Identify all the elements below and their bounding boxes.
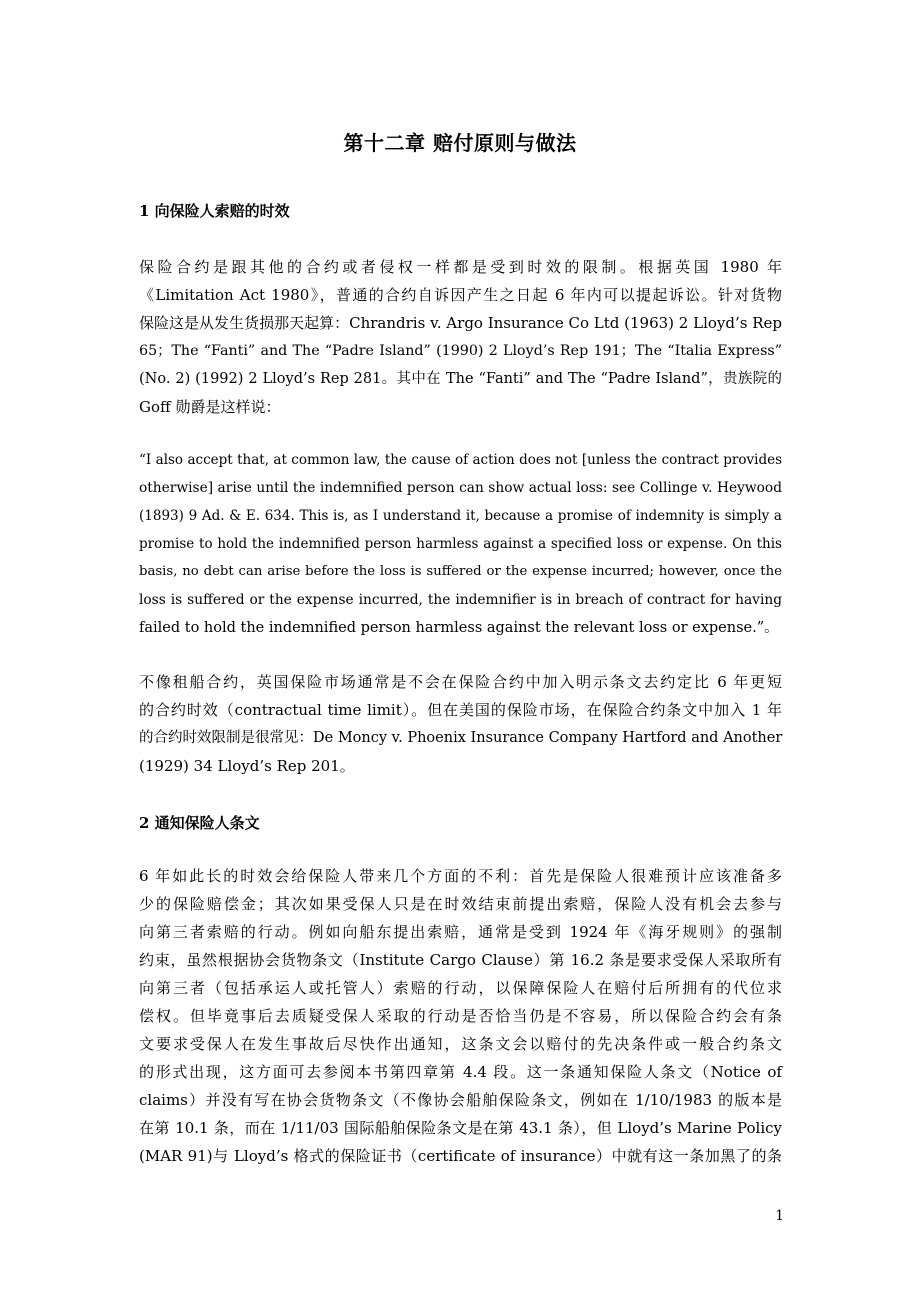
text-line: promise to hold the indemnified person harmless against a specified loss or expense. On this	[139, 536, 782, 552]
text-line: loss is suffered or the expense incurred, the indemnifier is in breach of contract for having	[139, 592, 782, 608]
text-line: failed to hold the indemnified person harmless against the relevant loss or expense.”。	[139, 620, 779, 636]
text-line: “I also accept that, at common law, the cause of action does not [unless the contract provides	[139, 452, 782, 468]
paragraph-contractual-time-limit	[139, 668, 782, 780]
text-line: 65；The “Fanti” and The “Padre Island” (1990) 2 Lloyd’s Rep 191；The “Italia Express”	[139, 343, 782, 359]
text-line: 少的保险赔偿金；其次如果受保人只是在时效结束前提出索赔，保险人没有机会去参与	[139, 895, 782, 913]
text-line: (1929) 34 Lloyd’s Rep 201。	[139, 757, 355, 775]
text-line: 的形式出现，这方面可去参阅本书第四章第 4.4 段。这一条通知保险人条文（Notice of	[139, 1063, 782, 1081]
chapter-title: 第十二章 赔付原则与做法	[343, 131, 577, 155]
text-line: 约束，虽然根据协会货物条文（Institute Cargo Clause）第 16.2 条是要求受保人采取所有	[139, 951, 782, 969]
text-line: claims）并没有写在协会货物条文（不像协会船舶保险条文，例如在 1/10/1983 的版本是	[139, 1091, 782, 1109]
text-line: 6 年如此长的时效会给保险人带来几个方面的不利：首先是保险人很难预计应该准备多	[139, 867, 782, 885]
section-heading-1: 1 向保险人索赔的时效	[139, 202, 290, 220]
text-line: 保险这是从发生货损那天起算：Chrandris v. Argo Insurance Co Ltd (1963) 2 Lloyd’s Rep	[139, 314, 782, 332]
text-line: basis, no debt can arise before the loss is suffered or the expense incurred; however, once the	[139, 564, 782, 579]
text-line: 《Limitation Act 1980》，普通的合约自诉因产生之日起 6 年内可以提起诉讼。针对货物	[139, 286, 782, 304]
section-heading-2: 2 通知保险人条文	[139, 814, 260, 832]
text-line: 文要求受保人在发生事故后尽快作出通知，这条文会以赔付的先决条件或一般合约条文	[139, 1035, 782, 1053]
text-line: (No. 2) (1992) 2 Lloyd’s Rep 281。其中在 The “Fanti” and The “Padre Island”，贵族院的	[139, 371, 782, 387]
text-line: 偿权。但毕竟事后去质疑受保人采取的行动是否恰当仍是不容易，所以保险合约会有条	[139, 1007, 782, 1025]
text-line: 向第三者（包括承运人或托管人）索赔的行动，以保障保险人在赔付后所拥有的代位求	[139, 979, 782, 997]
text-line: 向第三者索赔的行动。例如向船东提出索赔，通常是受到 1924 年《海牙规则》的强制	[139, 923, 782, 941]
text-line: otherwise] arise until the indemnified person can show actual loss: see Collinge v. Heywood	[139, 480, 782, 496]
text-line: 的合约时效限制是很常见：De Moncy v. Phoenix Insurance Company Hartford and Another	[139, 730, 783, 746]
quote-lord-goff	[139, 446, 782, 642]
paragraph-time-limit	[139, 253, 782, 421]
text-line: (1893) 9 Ad. & E. 634. This is, as I understand it, because a promise of indemnity is simply a	[139, 508, 782, 524]
text-line: 保险合约是跟其他的合约或者侵权一样都是受到时效的限制。根据英国 1980 年	[139, 258, 782, 276]
paragraph-notice-of-claims	[139, 862, 782, 1170]
text-line: (MAR 91)与 Lloyd’s 格式的保险证书（certificate of insurance）中就有这一条加黑了的条	[139, 1147, 782, 1165]
page-number: 1	[775, 1208, 784, 1224]
text-line: 不像租船合约，英国保险市场通常是不会在保险合约中加入明示条文去约定比 6 年更短	[139, 673, 782, 691]
text-line: 在第 10.1 条，而在 1/11/03 国际船舶保险条文是在第 43.1 条），但 Lloyd’s Marine Policy	[139, 1119, 782, 1137]
text-line: 的合约时效（contractual time limit）。但在美国的保险市场，在保险合约条文中加入 1 年	[139, 701, 782, 719]
text-line: Goff 勋爵是这样说：	[139, 398, 281, 416]
